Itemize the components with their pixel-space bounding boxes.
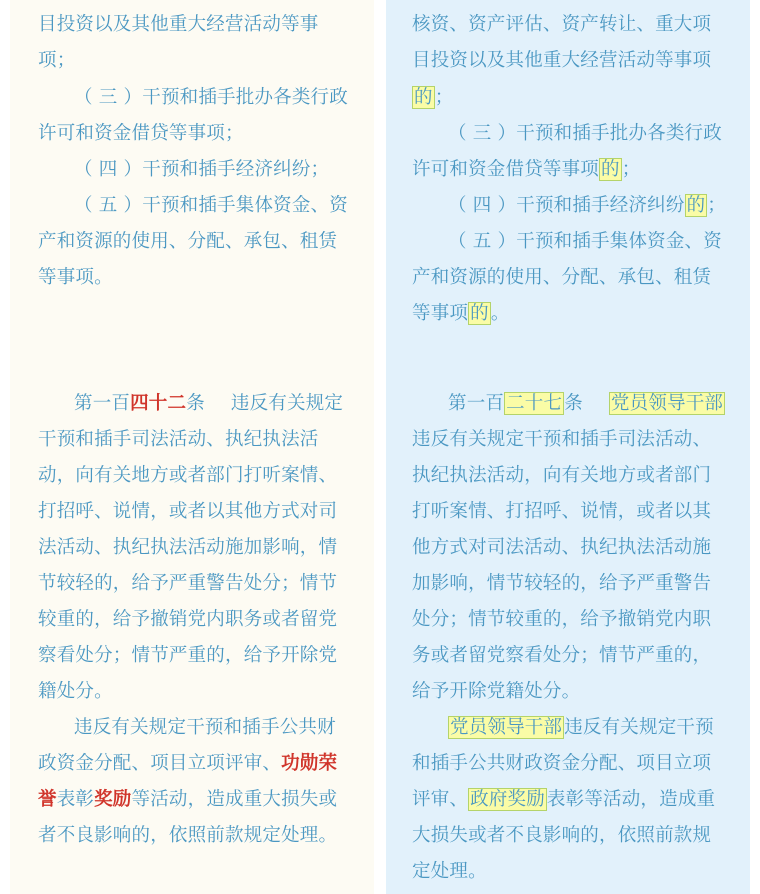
left-article-line: 干预和插手司法活动、执纪执法活: [38, 429, 319, 450]
left-text-line: 目投资以及其他重大经营活动等事: [38, 14, 319, 35]
text-run: 等事项: [412, 303, 469, 324]
highlight-removed-text: 奖励: [94, 789, 132, 810]
right-article-line: 他方式对司法活动、执纪执法活动施: [412, 537, 712, 558]
left-article-line: 动，向有关地方或者部门打听案情、: [38, 465, 338, 486]
para2-text: 政资金分配、项目立项评审、: [38, 753, 282, 774]
right-article-line: 给予开除党籍处分。: [412, 681, 581, 702]
left-article-heading: [74, 391, 343, 417]
para2-text: 等活动，造成重大损失或: [131, 789, 338, 810]
highlight-added-text: 的: [414, 87, 433, 108]
left-item-3-line: （ 三 ）干预和插手批办各类行政: [74, 87, 348, 108]
highlight-added-text: 的: [601, 159, 620, 180]
right-article-line: 打听案情、打招呼、说情，或者以其: [412, 501, 712, 522]
article-prefix: 第一百: [448, 393, 505, 414]
left-para2-line: 者不良影响的，依照前款规定处理。: [38, 825, 338, 846]
right-text-line: 目投资以及其他重大经营活动等事项: [412, 50, 712, 71]
left-article-line: 节较轻的，给予严重警告处分；情节: [38, 573, 338, 594]
right-item-5-line: 产和资源的使用、分配、承包、租赁: [412, 267, 712, 288]
right-item-4-line: [448, 193, 726, 219]
text-run: 表彰等活动，造成重: [546, 789, 716, 810]
text-run: ；: [621, 159, 641, 180]
highlight-added-text: 党员领导干部: [610, 393, 724, 414]
article-number-old: 四十二: [130, 393, 187, 414]
highlight-added-text: 政府奖励: [470, 789, 545, 810]
left-item-5-line: （ 五 ）干预和插手集体资金、资: [74, 195, 348, 216]
para2-text: 表彰: [56, 789, 95, 810]
left-text-line: 项；: [38, 50, 76, 71]
left-item-5-line: 等事项。: [38, 267, 113, 288]
article-suffix: 条: [186, 393, 205, 414]
left-para2-line: [38, 787, 337, 813]
right-article-line: 加影响，情节较轻的，给予严重警告: [412, 573, 712, 594]
right-article-line: 违反有关规定干预和插手司法活动、: [412, 429, 712, 450]
highlight-removed-text: 功勋荣: [281, 753, 338, 774]
text-run: ；: [434, 87, 454, 108]
left-para2-line: 违反有关规定干预和插手公共财: [74, 717, 336, 738]
article-first-words: 违反有关规定: [230, 393, 344, 414]
right-para2-line: 定处理。: [412, 861, 487, 882]
text-run: ；: [707, 195, 726, 216]
highlight-removed-text: 誉: [38, 789, 57, 810]
left-article-line: 籍处分。: [38, 681, 113, 702]
right-article-line: 处分；情节较重的，给予撤销党内职: [412, 609, 712, 630]
right-item-5-line: （ 五 ）干预和插手集体资金、资: [448, 231, 722, 252]
text-run: 。: [490, 303, 510, 324]
left-column-old-version: [10, 0, 374, 894]
right-para2-line: 大损失或者不良影响的，依照前款规: [412, 825, 712, 846]
right-para2-line: [412, 787, 715, 813]
highlight-added-text: 的: [686, 195, 706, 216]
article-suffix: 条: [564, 393, 583, 414]
left-article-line: 较重的，给予撤销党内职务或者留党: [38, 609, 338, 630]
left-item-5-line: 产和资源的使用、分配、承包、租赁: [38, 231, 338, 252]
right-text-line: 核资、资产评估、资产转让、重大项: [412, 14, 712, 35]
right-para2-line: 和插手公共财政资金分配、项目立项: [412, 753, 712, 774]
text-run: （ 四 ）干预和插手经济纠纷: [448, 195, 685, 216]
left-article-line: 法活动、执纪执法活动施加影响，情: [38, 537, 338, 558]
left-item-3-line: 许可和资金借贷等事项；: [38, 123, 244, 144]
right-item-3-line: （ 三 ）干预和插手批办各类行政: [448, 123, 722, 144]
right-article-heading: [448, 391, 725, 417]
right-item-3-line: [412, 157, 640, 183]
article-number-new: 二十七: [506, 393, 563, 414]
article-prefix: 第一百: [74, 393, 131, 414]
text-run: 许可和资金借贷等事项: [412, 159, 600, 180]
right-article-line: 执纪执法活动，向有关地方或者部门: [412, 465, 712, 486]
text-run: 违反有关规定干预: [564, 717, 714, 738]
highlight-added-text: 的: [470, 303, 489, 324]
text-run: 评审、: [412, 789, 469, 810]
right-article-line: 务或者留党察看处分；情节严重的，: [412, 645, 712, 666]
left-item-4-line: （ 四 ）干预和插手经济纠纷；: [74, 159, 330, 180]
right-item-5-line: [412, 301, 510, 327]
left-para2-line: [38, 751, 337, 777]
right-column-new-version: [386, 0, 750, 894]
left-article-line: 察看处分；情节严重的，给予开除党: [38, 645, 338, 666]
left-article-line: 打招呼、说情，或者以其他方式对司: [38, 501, 338, 522]
right-para2-line: [448, 715, 714, 741]
highlight-added-text: 党员领导干部: [450, 717, 563, 738]
right-text-line: [412, 85, 453, 111]
